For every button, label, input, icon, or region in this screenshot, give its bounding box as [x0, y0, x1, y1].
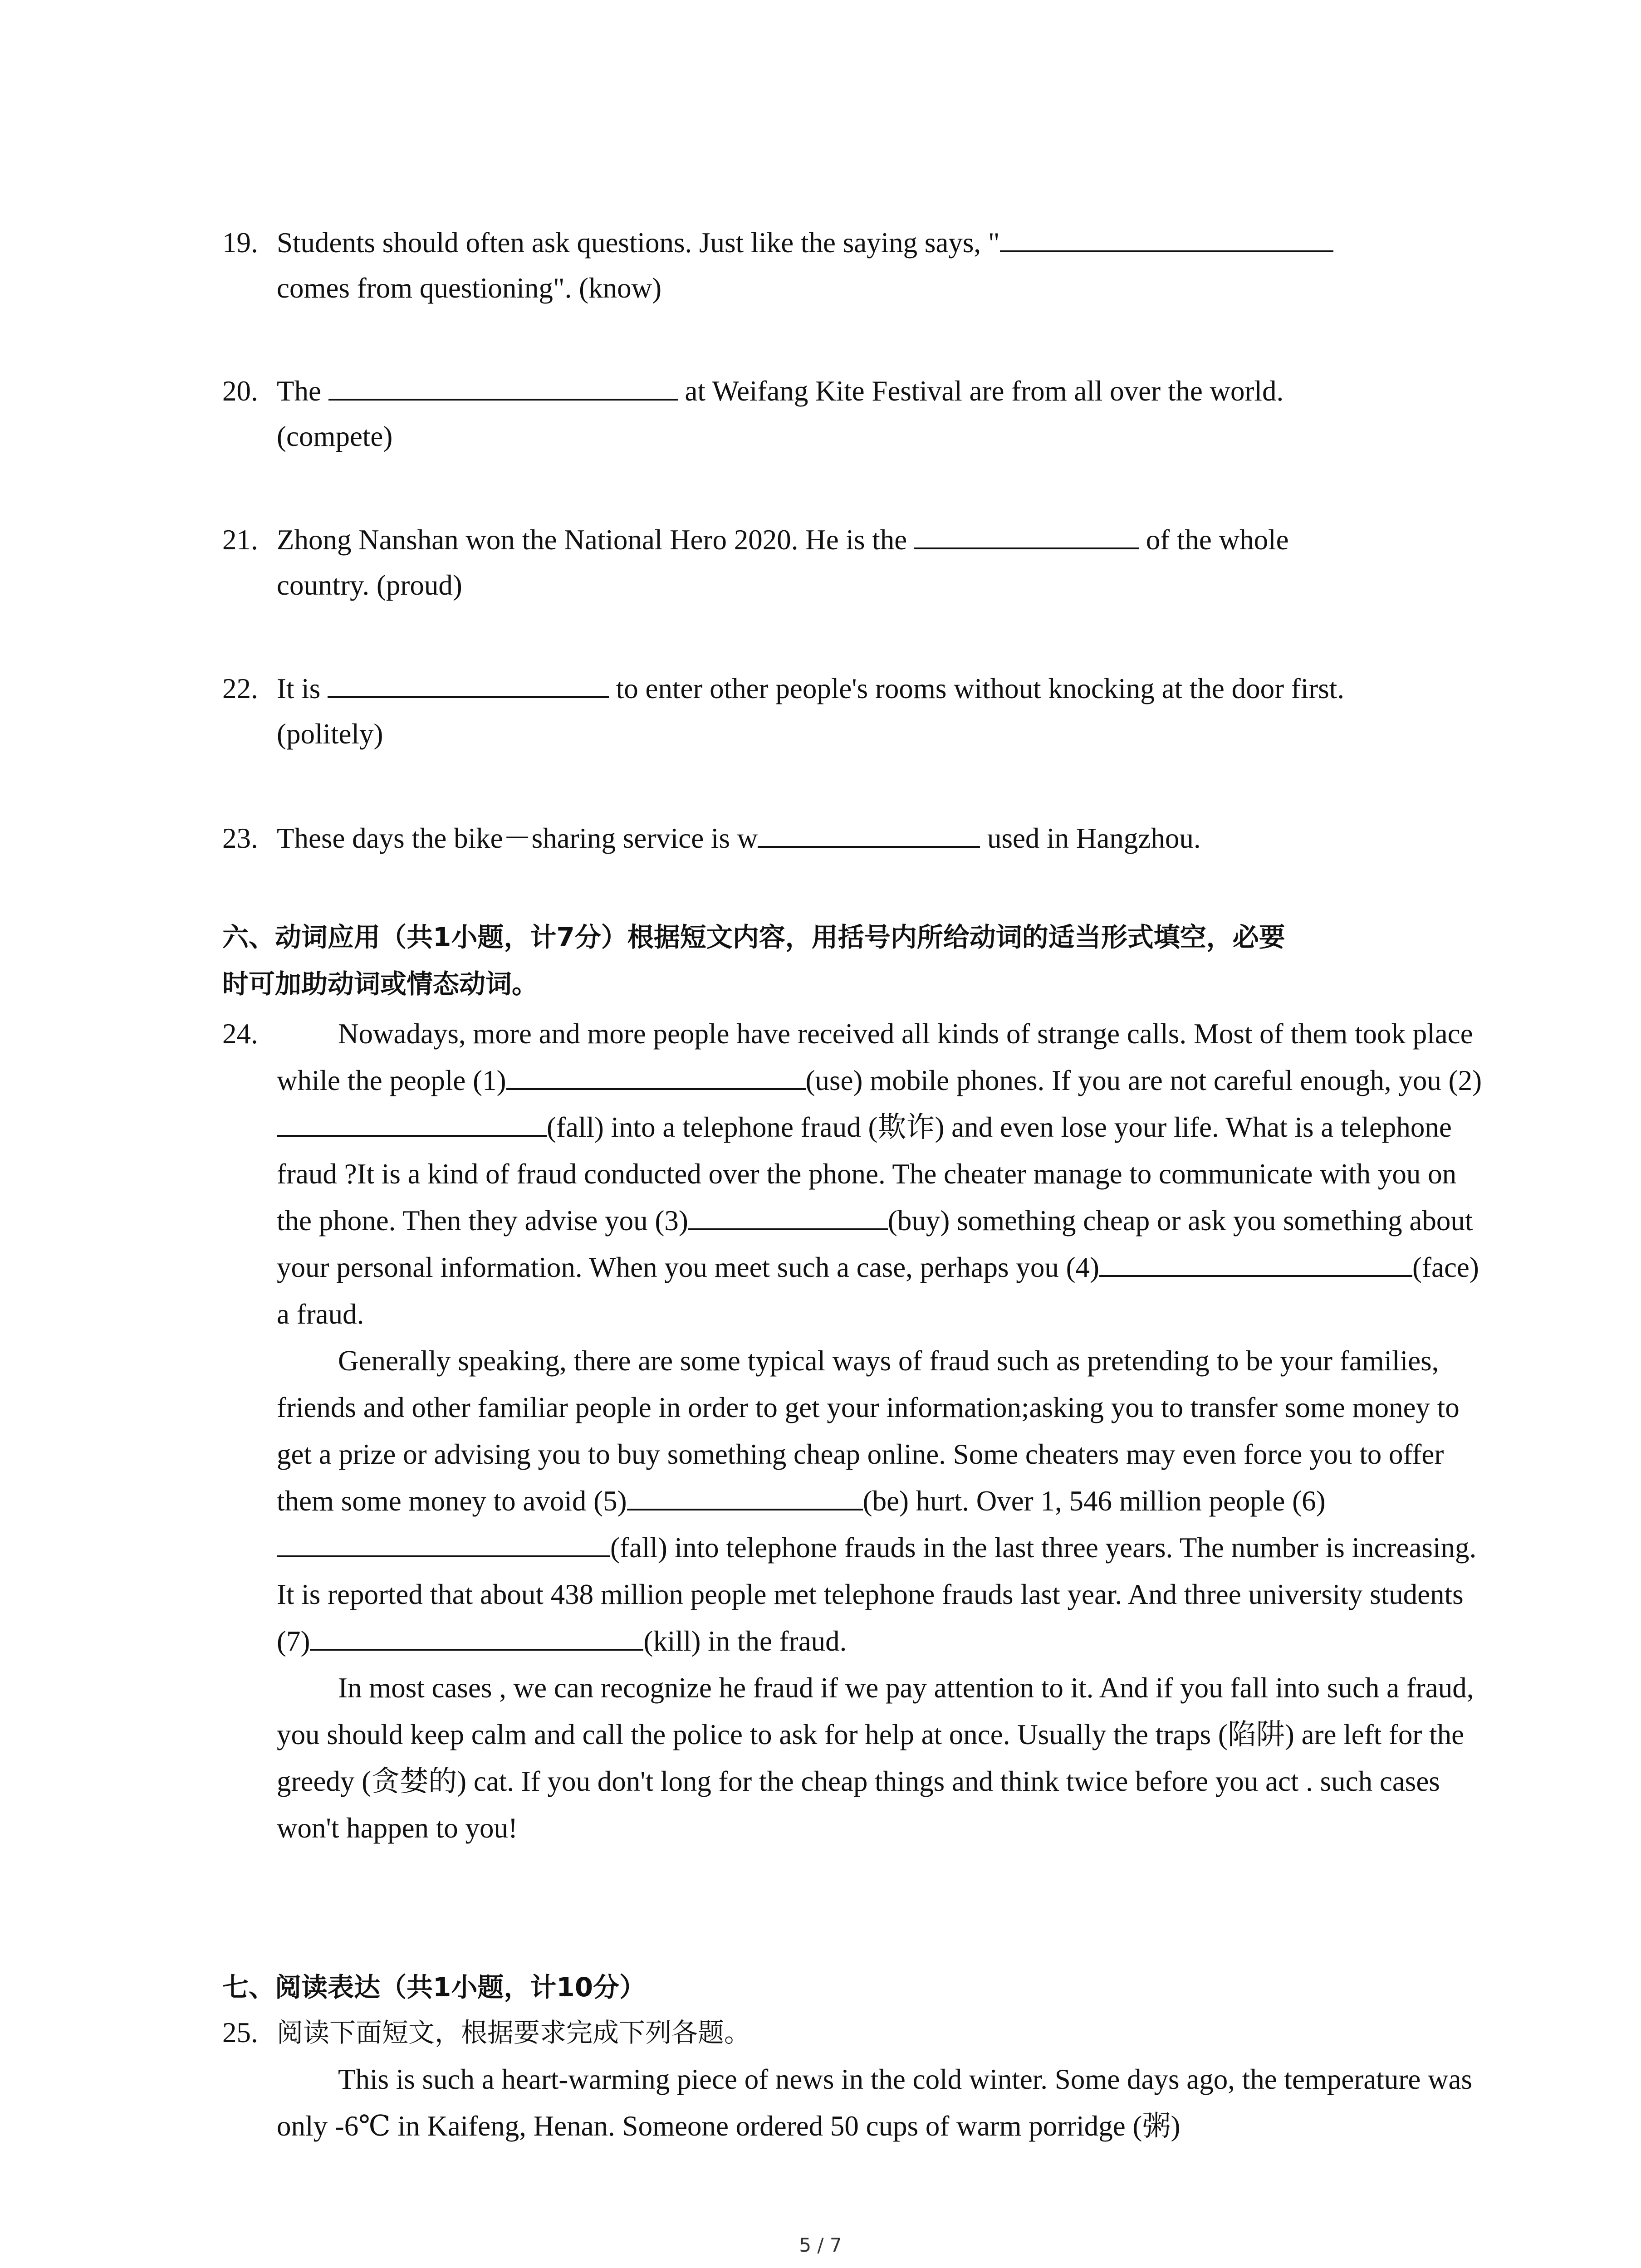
answer-blank-5[interactable]	[627, 1482, 863, 1510]
passage-text: (fall) into a telephone fraud (欺诈) and even lose your life. What is a telephone fraud ?It is a kind of fraud conducted over the phone. The cheater manage to communicate with you on the phone. Then they advise you (3)	[277, 1111, 1457, 1237]
question-22	[222, 666, 1484, 757]
answer-blank-7[interactable]	[310, 1623, 643, 1651]
section-heading-line: 时可加助动词或情态动词。	[222, 968, 539, 999]
question-text: to enter other people's rooms without knocking at the door first.	[616, 673, 1345, 704]
question-text: comes from questioning". (know)	[277, 272, 662, 304]
question-hint: (compete)	[277, 420, 393, 452]
question-instruction: 阅读下面短文，根据要求完成下列各题。	[277, 2017, 751, 2048]
question-text: used in Hangzhou.	[987, 822, 1201, 854]
answer-blank[interactable]	[758, 820, 980, 848]
question-text: Zhong Nanshan won the National Hero 2020. He is the	[277, 524, 907, 556]
passage-text: (be) hurt. Over 1, 546 million people (6)	[862, 1485, 1326, 1517]
question-hint: country. (proud)	[277, 569, 462, 601]
question-text: These days the bike－sharing service is w	[277, 822, 758, 854]
passage-paragraph-3: In most cases , we can recognize he fraud if we pay attention to it. And if you fall into such a fraud, you should keep calm and call the police to ask for help at once. Usually the traps (陷阱) are left for the greedy (贪婪的) cat. If you don't long for the cheap things and think twice before you act . such cases won't happen to you!	[277, 1672, 1474, 1844]
question-text: of the whole	[1146, 524, 1289, 556]
question-text: at Weifang Kite Festival are from all over the world.	[685, 375, 1284, 407]
question-text: The	[277, 375, 321, 407]
question-24	[222, 1011, 1484, 1852]
question-number: 21.	[222, 524, 258, 556]
passage-paragraph: This is such a heart-warming piece of news in the cold winter. Some days ago, the temperature was only -6℃ in Kaifeng, Henan. Someone ordered 50 cups of warm porridge (粥)	[277, 2063, 1473, 2142]
answer-blank-1[interactable]	[506, 1062, 806, 1090]
question-21	[222, 517, 1484, 608]
question-number: 22.	[222, 673, 258, 704]
passage-text: (kill) in the fraud.	[643, 1625, 847, 1657]
question-20	[222, 368, 1484, 459]
section-heading-line: 六、动词应用（共1小题，计7分）根据短文内容，用括号内所给动词的适当形式填空，必要	[222, 922, 1285, 953]
passage-text: (buy) something cheap or ask you something about your personal information. When you meet such a case, perhaps you (4)	[277, 1205, 1473, 1283]
question-number: 19.	[222, 227, 258, 259]
passage-text: (fall) into telephone frauds in the last three years. The number is increasing. It is reported that about 438 million people met telephone frauds last year. And three university students (7)	[277, 1532, 1477, 1657]
question-number: 20.	[222, 375, 258, 407]
question-number: 25.	[222, 2017, 258, 2048]
page-number: 5 / 7	[799, 2234, 842, 2256]
answer-blank[interactable]	[914, 521, 1139, 549]
question-23	[222, 816, 1484, 861]
passage-text: Nowadays, more and more people have received all kinds of strange calls. Most of them took place while the people (1)	[277, 1018, 1473, 1096]
answer-blank-4[interactable]	[1099, 1249, 1412, 1277]
section-6-heading	[222, 914, 1484, 1007]
answer-blank-2[interactable]	[277, 1109, 547, 1137]
question-25	[222, 2009, 1484, 2150]
question-19	[222, 220, 1484, 311]
passage-text: Generally speaking, there are some typical ways of fraud such as pretending to be your families, friends and other familiar people in order to get your information;asking you to transfer some money to get a prize or advising you to buy something cheap online. Some cheaters may even force you to offer them some money to avoid (5)	[277, 1345, 1460, 1517]
answer-blank-6[interactable]	[277, 1529, 610, 1557]
question-number: 24.	[222, 1018, 258, 1050]
passage-paragraph-1	[277, 1011, 1484, 1338]
passage-text: (use) mobile phones. If you are not careful enough, you (2)	[805, 1065, 1482, 1096]
question-text: It is	[277, 673, 321, 704]
section-7-heading: 七、阅读表达（共1小题，计10分）	[222, 1972, 646, 2003]
answer-blank[interactable]	[328, 372, 678, 401]
answer-blank[interactable]	[328, 670, 609, 698]
question-hint: (politely)	[277, 718, 383, 750]
passage-text: (face) a fraud.	[277, 1251, 1479, 1330]
question-text: Students should often ask questions. Just like the saying says, "	[277, 227, 1000, 259]
question-number: 23.	[222, 822, 258, 854]
answer-blank-3[interactable]	[688, 1202, 888, 1230]
passage-paragraph-2	[277, 1338, 1484, 1665]
answer-blank[interactable]	[1000, 224, 1333, 252]
